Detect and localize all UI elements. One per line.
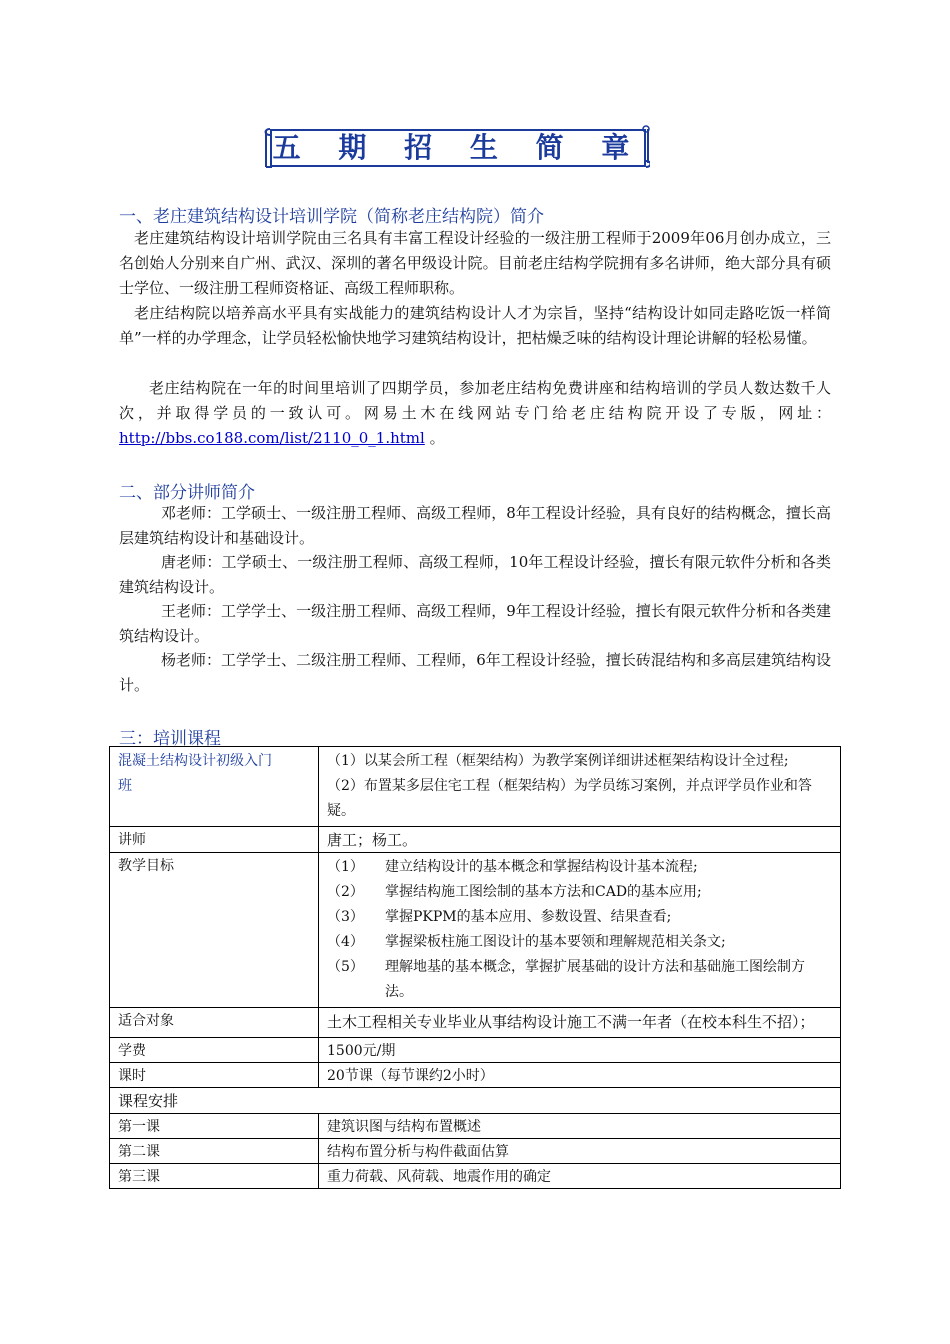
schedule-row [110,1164,841,1189]
title-banner [262,125,650,171]
audience-row [110,1008,841,1038]
goal-text: 建立结构设计的基本概念和掌握结构设计基本流程; [385,859,698,875]
instructor-row [110,827,841,853]
teacher-yang: 杨老师：工学学士、二级注册工程师、工程师，6年工程设计经验，擅长砖混结构和多高层建筑结构设计。 [119,651,831,694]
section1-heading: 一、老庄建筑结构设计培训学院（简称老庄结构院）简介 [119,207,544,227]
intro-paragraph-1: 老庄建筑结构设计培训学院由三名具有丰富工程设计经验的一级注册工程师于2009年06月创办成立，三名创始人分别来自广州、武汉、深圳的著名甲级设计院。目前老庄结构学院拥有多名讲师，绝大部分具有硕士学位、一级注册工程师资格证、高级工程师职称。 [119,229,831,297]
audience-value: 土木工程相关专业毕业从事结构设计施工不满一年者（在校本科生不招）； [319,1008,841,1038]
goal-text: 掌握PKPM的基本应用、参数设置、结果查看; [385,909,672,925]
intro-paragraph-3 [119,376,831,451]
course-table [109,746,841,1189]
section3-heading: 三：培训课程 [119,729,221,749]
goal-number: （2） [327,884,364,900]
lesson-label: 第三课 [110,1164,319,1189]
goal-number: （4） [327,934,364,950]
fee-row [110,1038,841,1063]
intro-paragraph-2: 老庄结构院以培养高水平具有实战能力的建筑结构设计人才为宗旨，坚持“结构设计如同走路吃饭一样简单”一样的办学理念，让学员轻松愉快地学习建筑结构设计，把枯燥乏味的结构设计理论讲解的轻松易懂。 [119,304,831,347]
goal-item [327,880,832,905]
teacher-wang: 王老师：工学学士、一级注册工程师、高级工程师，9年工程设计经验，擅长有限元软件分析和各类建筑结构设计。 [119,602,831,645]
schedule-header-row [110,1088,841,1114]
goal-item [327,855,832,880]
goal-item [327,905,832,930]
course-row [110,747,841,827]
schedule-row [110,1139,841,1164]
lesson-label: 第二课 [110,1139,319,1164]
goals-list [319,853,841,1008]
instructor-label: 讲师 [110,827,319,853]
lesson-label: 第一课 [110,1114,319,1139]
lesson-topic: 建筑识图与结构布置概述 [319,1114,841,1139]
intro-paragraph-3-text: 老庄结构院在一年的时间里培训了四期学员，参加老庄结构免费讲座和结构培训的学员人数达数千人次，并取得学员的一致认可。网易土木在线网站专门给老庄结构院开设了专版，网址： [119,379,831,422]
teacher-deng: 邓老师：工学硕士、一级注册工程师、高级工程师，8年工程设计经验，具有良好的结构概念，擅长高层建筑结构设计和基础设计。 [119,504,831,547]
link-suffix: 。 [424,429,445,447]
section2-heading: 二、部分讲师简介 [119,483,255,503]
goal-number: （1） [327,859,364,875]
course-name: 混凝土结构设计初级入门班 [110,747,319,827]
audience-label: 适合对象 [110,1008,319,1038]
hours-value: 20节课（每节课约2小时） [319,1063,841,1088]
hours-label: 课时 [110,1063,319,1088]
goals-row [110,853,841,1008]
page-title: 五 期 招 生 简 章 [272,131,644,164]
goals-label: 教学目标 [110,853,319,1008]
course-description [319,747,841,827]
fee-value: 1500元/期 [319,1038,841,1063]
hours-row [110,1063,841,1088]
goal-number: （3） [327,909,364,925]
forum-link[interactable]: http://bbs.co188.com/list/2110_0_1.html [119,429,425,447]
goal-text: 理解地基的基本概念，掌握扩展基础的设计方法和基础施工图绘制方法。 [385,959,805,1000]
goal-text: 掌握结构施工图绘制的基本方法和CAD的基本应用; [385,884,702,900]
course-desc-2: （2）布置某多层住宅工程（框架结构）为学员练习案例，并点评学员作业和答疑。 [327,778,812,819]
teacher-tang: 唐老师：工学硕士、一级注册工程师、高级工程师，10年工程设计经验，擅长有限元软件分析和各类建筑结构设计。 [119,553,831,596]
instructor-value: 唐工；杨工。 [319,827,841,853]
lesson-topic: 重力荷载、风荷载、地震作用的确定 [319,1164,841,1189]
lesson-topic: 结构布置分析与构件截面估算 [319,1139,841,1164]
goal-number: （5） [327,959,364,975]
goal-item [327,955,832,1005]
fee-label: 学费 [110,1038,319,1063]
goal-text: 掌握梁板柱施工图设计的基本要领和理解规范相关条文; [385,934,726,950]
schedule-row [110,1114,841,1139]
goal-item [327,930,832,955]
schedule-label: 课程安排 [110,1088,841,1114]
course-desc-1: （1）以某会所工程（框架结构）为教学案例详细讲述框架结构设计全过程; [327,753,789,769]
